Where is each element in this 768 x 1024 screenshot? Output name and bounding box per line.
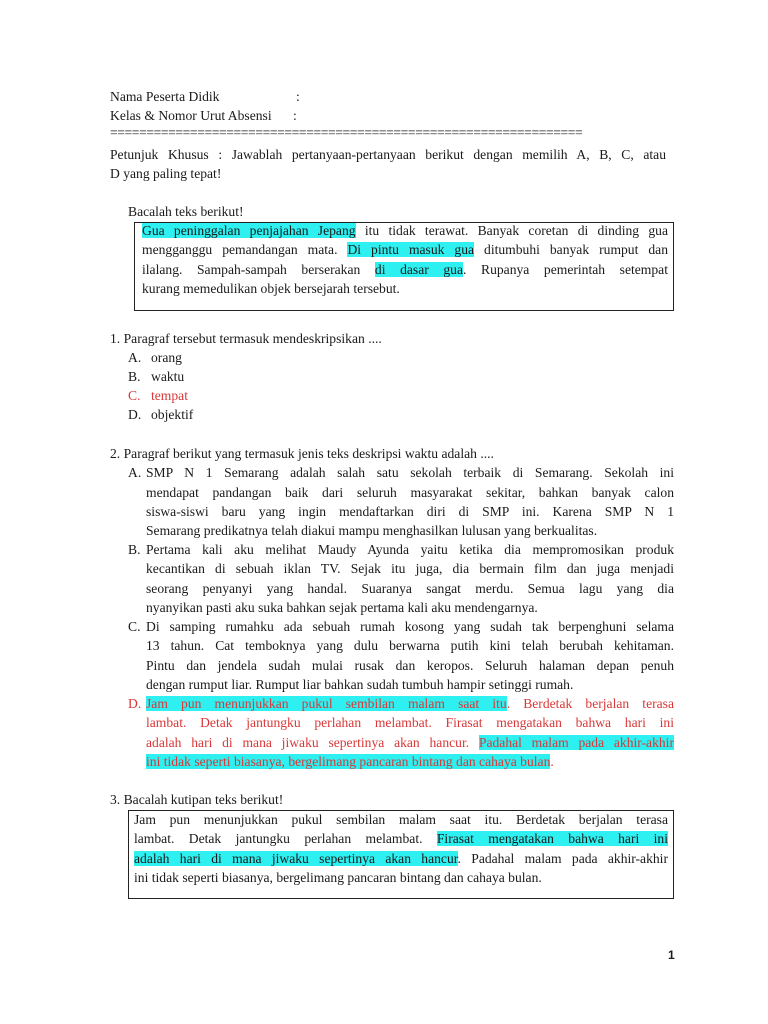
q2-option-c-line-1: Di samping rumahku ada sebuah rumah kosong yang sudah tak berpenghuni selama — [146, 619, 674, 634]
q1-option-d-letter: D. — [128, 407, 142, 422]
q2-option-b-letter: B. — [128, 542, 141, 557]
class-number-colon: : — [293, 108, 297, 123]
passage-text: . Rupanya pemerintah setempat — [463, 262, 668, 277]
q2-option-b-line-3: seorang penyanyi yang handal. Suaranya sangat merdu. Semua lagu yang dia — [146, 581, 674, 596]
q2-option-a-line-1: SMP N 1 Semarang adalah salah satu sekolah terbaik di Semarang. Sekolah ini — [146, 465, 674, 480]
q2-option-d-line-3 — [146, 735, 674, 751]
q2-option-b-line-4: nyanyikan pasti aku suka bahkan sejak pertama kali aku mendengarnya. — [146, 600, 538, 615]
passage-text: itu tidak terawat. Banyak coretan di dinding gua — [355, 223, 668, 238]
passage-text: lambat. Detak jantungku perlahan melambat. — [134, 831, 437, 846]
q2-option-c-line-2: 13 tahun. Cat temboknya yang dulu berwarna putih kini telah berubah kehitaman. — [146, 638, 674, 653]
q2-option-a-line-3: siswa-siswi baru yang ingin mendaftarkan diri di SMP ini. Karena SMP N 1 — [146, 504, 674, 519]
q2-option-c-letter: C. — [128, 619, 141, 634]
passage-2-line-2 — [134, 831, 668, 847]
instructions-line-2: D yang paling tepat! — [110, 166, 222, 181]
answer-text: adalah hari di mana jiwaku sepertinya akan hancur. — [146, 735, 479, 750]
passage-2-line-1: Jam pun menunjukkan pukul sembilan malam saat itu. Berdetak berjalan terasa — [134, 812, 668, 827]
highlight-span: adalah hari di mana jiwaku sepertinya akan hancur — [134, 851, 458, 866]
passage-1-line-2 — [142, 242, 668, 258]
q2-option-a-line-4: Semarang predikatnya telah diakui mampu menghasilkan lulusan yang berkualitas. — [146, 523, 598, 538]
q1-option-c-letter: C. — [128, 388, 141, 403]
passage-text: mengganggu pemandangan mata. — [142, 242, 348, 257]
passage-1-line-4: kurang memedulikan objek bersejarah tersebut. — [142, 281, 400, 296]
highlight-span: ini tidak seperti biasanya, bergelimang pancaran bintang dan cahaya bulan — [146, 754, 551, 769]
student-name-label: Nama Peserta Didik — [110, 89, 220, 104]
q2-option-d-letter: D. — [128, 696, 142, 711]
read-prompt: Bacalah teks berikut! — [128, 204, 244, 219]
q1-option-b-text: waktu — [151, 369, 185, 384]
separator-line: ================================================================= — [110, 125, 583, 140]
q1-option-a-letter: A. — [128, 350, 142, 365]
q1-option-d-text: objektif — [151, 407, 194, 422]
answer-text: . — [550, 754, 554, 769]
question-1-stem: 1. Paragraf tersebut termasuk mendeskripsikan .... — [110, 331, 382, 346]
question-3-stem: 3. Bacalah kutipan teks berikut! — [110, 792, 284, 807]
passage-text: ditumbuhi banyak rumput dan — [474, 242, 668, 257]
student-name-colon: : — [296, 89, 300, 104]
q2-option-d-line-1 — [146, 696, 674, 712]
page-number: 1 — [668, 948, 675, 962]
q2-option-a-line-2: mendapat pandangan baik dari seluruh masyarakat sekitar, bahkan banyak calon — [146, 485, 674, 500]
q2-option-c-line-3: Pintu dan jendela sudah mulai rusak dan keropos. Seluruh halaman depan penuh — [146, 658, 674, 673]
q1-option-a-text: orang — [151, 350, 182, 365]
highlight-span: Padahal malam pada akhir-akhir — [478, 735, 674, 750]
class-number-label: Kelas & Nomor Urut Absensi — [110, 108, 272, 123]
highlight-span: Firasat mengatakan bahwa hari ini — [436, 831, 668, 846]
question-2-stem: 2. Paragraf berikut yang termasuk jenis teks deskripsi waktu adalah .... — [110, 446, 494, 461]
q2-option-d-line-4 — [146, 754, 554, 770]
passage-text: ilalang. Sampah-sampah berserakan — [142, 262, 375, 277]
passage-1-line-1 — [142, 223, 668, 239]
passage-2-line-4: ini tidak seperti biasanya, bergelimang pancaran bintang dan cahaya bulan. — [134, 870, 542, 885]
q2-option-a-letter: A. — [128, 465, 142, 480]
q1-option-c-text: tempat — [151, 388, 188, 403]
highlight-span: Gua peninggalan penjajahan Jepang — [142, 223, 356, 238]
passage-2-line-3 — [134, 851, 668, 867]
q1-option-b-letter: B. — [128, 369, 141, 384]
passage-text: . Padahal malam pada akhir-akhir — [457, 851, 668, 866]
highlight-span: Jam pun menunjukkan pukul sembilan malam saat itu — [146, 696, 507, 711]
highlight-span: di dasar gua — [374, 262, 463, 277]
passage-1-line-3 — [142, 262, 668, 278]
q2-option-b-line-1: Pertama kali aku melihat Maudy Ayunda yaitu ketika dia mempromosikan produk — [146, 542, 674, 557]
q2-option-b-line-2: kecantikan di sebuah iklan TV. Sejak itu juga, dia bermain film dan juga menjadi — [146, 561, 674, 576]
answer-text: . Berdetak berjalan terasa — [506, 696, 674, 711]
highlight-span: Di pintu masuk gua — [347, 242, 475, 257]
q2-option-c-line-4: dengan rumput liar. Rumput liar bahkan sudah tumbuh hampir setinggi rumah. — [146, 677, 574, 692]
instructions-line-1: Petunjuk Khusus : Jawablah pertanyaan-pertanyaan berikut dengan memilih A, B, C, atau — [110, 147, 666, 162]
q2-option-d-line-2: lambat. Detak jantungku perlahan melambat. Firasat mengatakan bahwa hari ini — [146, 715, 674, 730]
